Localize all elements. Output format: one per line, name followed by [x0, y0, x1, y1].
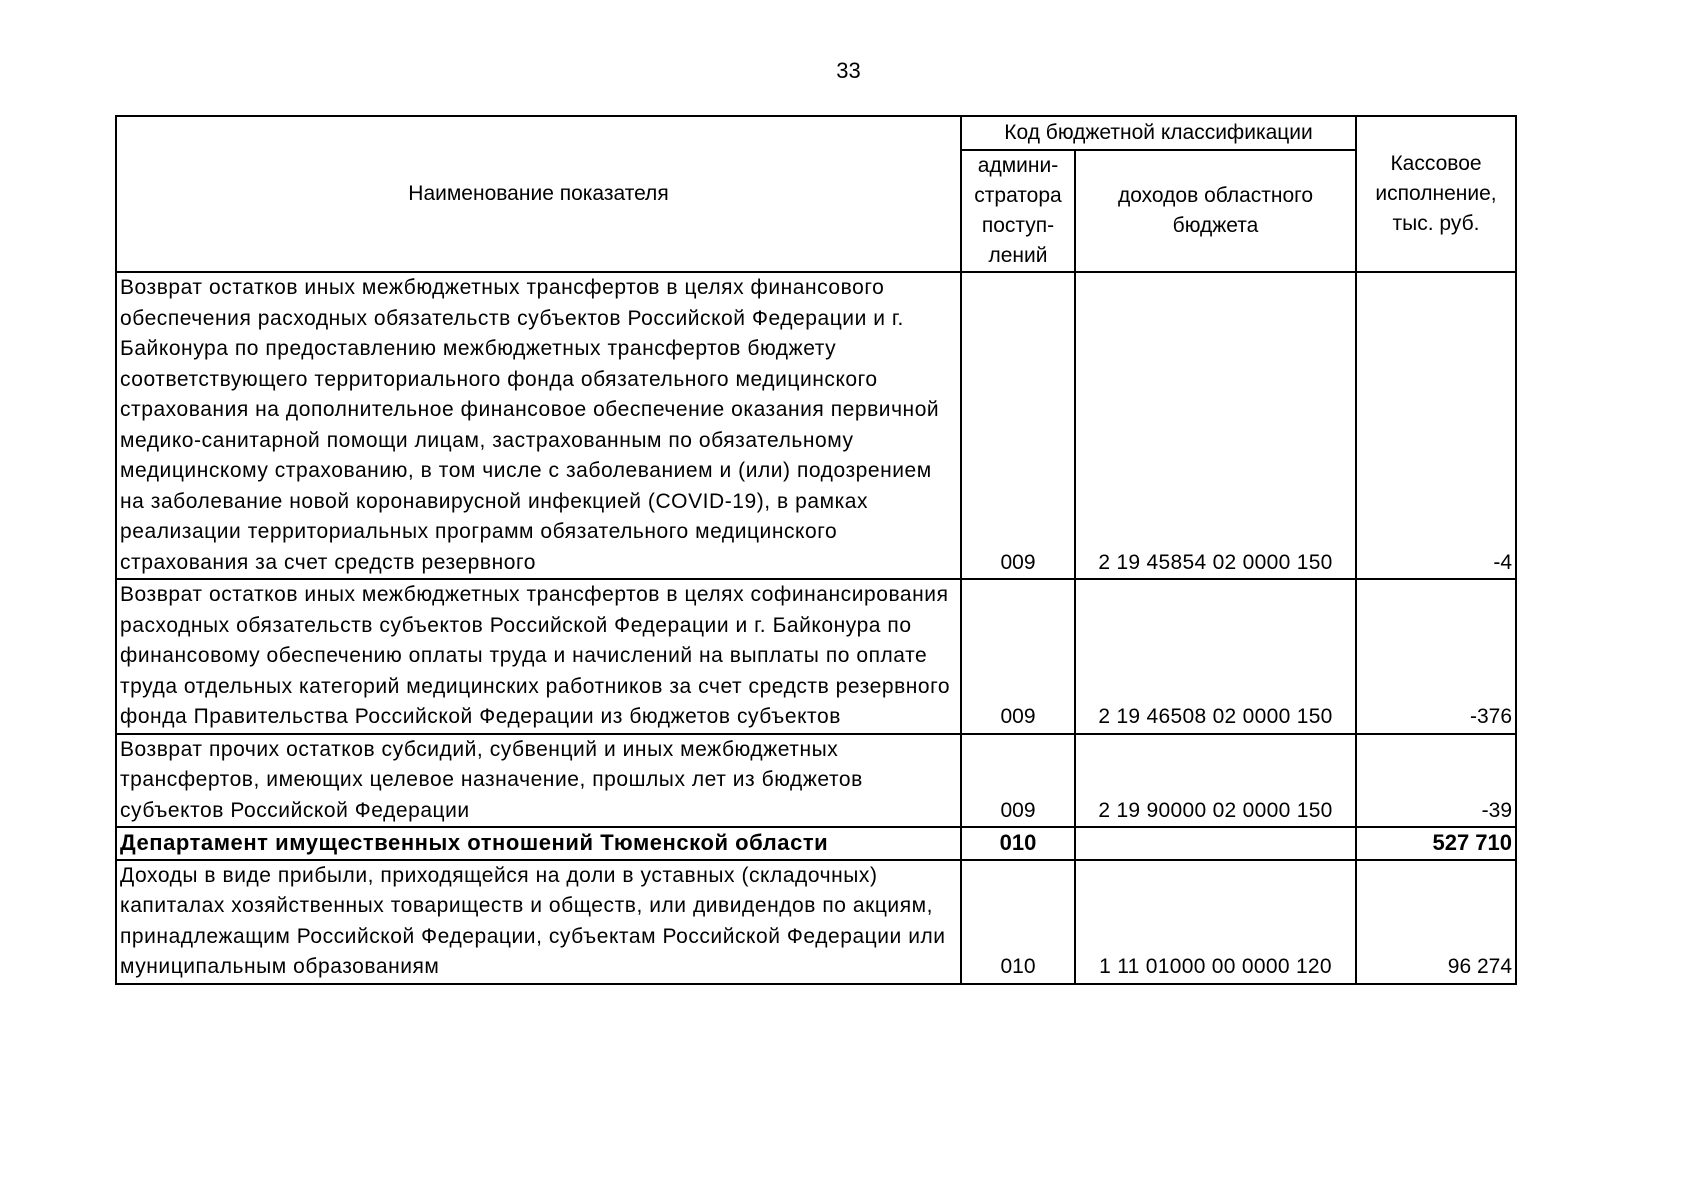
- administrator-code-cell: 009: [961, 579, 1075, 734]
- budget-table: [115, 115, 1517, 985]
- header-administrator: админи-стратора поступ-лений: [961, 150, 1075, 272]
- income-code-cell: 2 19 46508 02 0000 150: [1075, 579, 1356, 734]
- indicator-name-cell: Возврат остатков иных межбюджетных трансфертов в целях финансового обеспечения расходных обязательств субъектов Российской Федерации и г. Байконура по предоставлению межбюджетных трансфертов бюджету соответствующего территориального фонда обязательного медицинского страхования на дополнительное финансовое обеспечение оказания первичной медико-санитарной помощи лицам, застрахованным по обязательному медицинскому страхованию, в том числе с заболеванием и (или) подозрением на заболевание новой коронавирусной инфекцией (COVID-19), в рамках реализации территориальных программ обязательного медицинского страхования за счет средств резервного: [116, 272, 961, 579]
- income-code-cell: 2 19 45854 02 0000 150: [1075, 272, 1356, 579]
- header-cash-execution: Кассовое исполнение, тыс. руб.: [1356, 116, 1516, 272]
- administrator-code-cell: 009: [961, 272, 1075, 579]
- administrator-code-cell: 010: [961, 860, 1075, 984]
- table-body: [116, 272, 1516, 984]
- table-row: [116, 827, 1516, 860]
- header-income-code: доходов областного бюджета: [1075, 150, 1356, 272]
- indicator-name-cell: Возврат остатков иных межбюджетных трансфертов в целях софинансирования расходных обязательств субъектов Российской Федерации и г. Байконура по финансовому обеспечению оплаты труда и начислений на выплаты по оплате труда отдельных категорий медицинских работников за счет средств резервного фонда Правительства Российской Федерации из бюджетов субъектов: [116, 579, 961, 734]
- cash-amount-cell: -4: [1356, 272, 1516, 579]
- table-row: [116, 734, 1516, 828]
- income-code-cell: [1075, 827, 1356, 860]
- indicator-name-cell: Департамент имущественных отношений Тюменской области: [116, 827, 961, 860]
- indicator-name-cell: Доходы в виде прибыли, приходящейся на доли в уставных (складочных) капиталах хозяйственных товариществ и обществ, или дивидендов по акциям, принадлежащим Российской Федерации, субъектам Российской Федерации или муниципальным образованиям: [116, 860, 961, 984]
- header-budget-classification-code: Код бюджетной классификации: [961, 116, 1356, 150]
- administrator-code-cell: 009: [961, 734, 1075, 828]
- table-row: [116, 272, 1516, 579]
- income-code-cell: 2 19 90000 02 0000 150: [1075, 734, 1356, 828]
- page-number: 33: [836, 58, 861, 83]
- table-row: [116, 860, 1516, 984]
- cash-amount-cell: -376: [1356, 579, 1516, 734]
- cash-amount-cell: 527 710: [1356, 827, 1516, 860]
- indicator-name-cell: Возврат прочих остатков субсидий, субвенций и иных межбюджетных трансфертов, имеющих целевое назначение, прошлых лет из бюджетов субъектов Российской Федерации: [116, 734, 961, 828]
- income-code-cell: 1 11 01000 00 0000 120: [1075, 860, 1356, 984]
- header-indicator-name: Наименование показателя: [116, 116, 961, 272]
- table-row: [116, 579, 1516, 734]
- administrator-code-cell: 010: [961, 827, 1075, 860]
- cash-amount-cell: -39: [1356, 734, 1516, 828]
- cash-amount-cell: 96 274: [1356, 860, 1516, 984]
